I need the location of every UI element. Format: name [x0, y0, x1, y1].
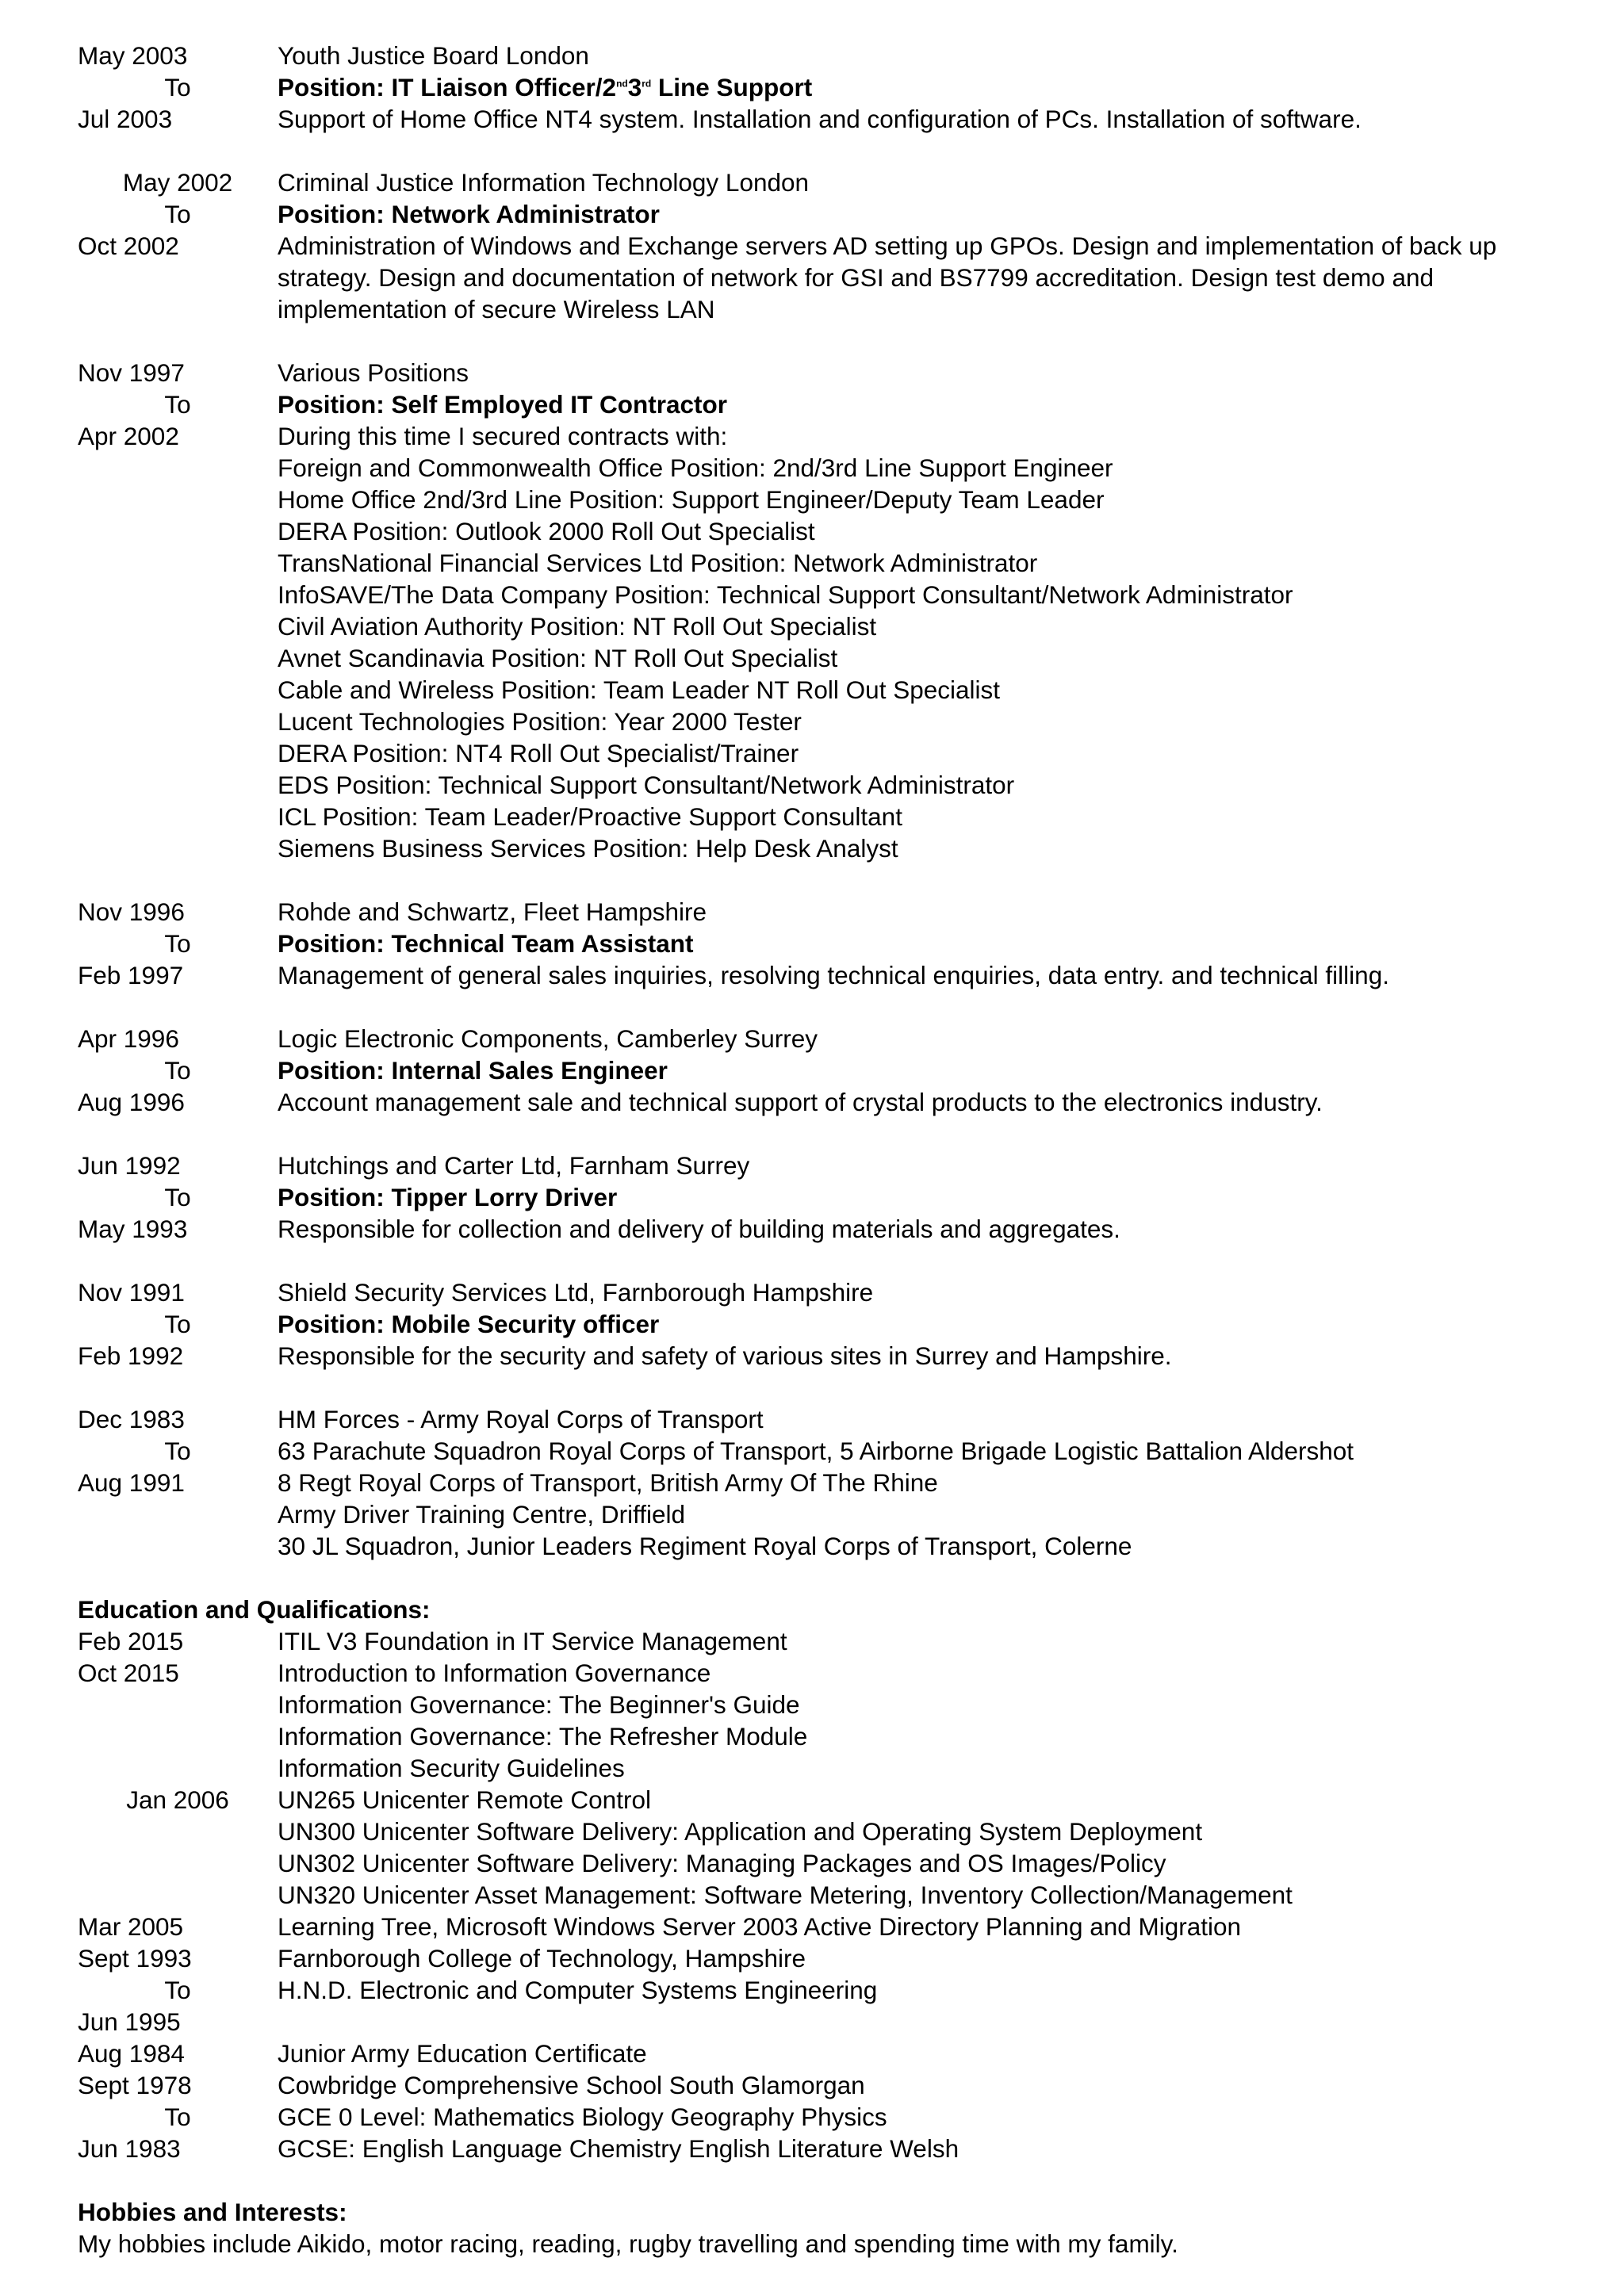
edu-date — [78, 1689, 278, 1720]
edu-item: ITIL V3 Foundation in IT Service Management — [278, 1627, 787, 1655]
position-title: Position: IT Liaison Officer/2nd3rd Line Support — [278, 73, 813, 101]
cv-page — [78, 40, 1576, 2260]
edu-item: Junior Army Education Certificate — [278, 2039, 647, 2068]
date-to-label: To — [164, 200, 191, 228]
date-from: Jun 1992 — [78, 1151, 181, 1180]
job-entry — [78, 1150, 1576, 1245]
date-to-label: To — [164, 1056, 191, 1085]
contract-item: EDS Position: Technical Support Consultant/Network Administrator — [278, 771, 1015, 799]
position-title: Position: Network Administrator — [278, 200, 660, 228]
contract-item: Lucent Technologies Position: Year 2000 Tester — [278, 707, 802, 736]
edu-date: Aug 1984 — [78, 2039, 185, 2068]
date-to-label: To — [164, 1437, 191, 1465]
edu-item — [278, 2006, 1576, 2038]
contract-item: DERA Position: Outlook 2000 Roll Out Specialist — [278, 517, 815, 545]
unit-item: 30 JL Squadron, Junior Leaders Regiment Royal Corps of Transport, Colerne — [278, 1532, 1132, 1560]
edu-date: Jan 2006 — [126, 1785, 229, 1814]
date-to: Apr 2002 — [78, 422, 179, 450]
edu-date: Feb 2015 — [78, 1627, 184, 1655]
employer: Hutchings and Carter Ltd, Farnham Surrey — [278, 1151, 750, 1180]
date-from: Nov 1991 — [78, 1278, 185, 1307]
contract-item: Home Office 2nd/3rd Line Position: Support Engineer/Deputy Team Leader — [278, 485, 1105, 514]
employer: Logic Electronic Components, Camberley Surrey — [278, 1024, 818, 1053]
edu-item: Introduction to Information Governance — [278, 1659, 711, 1687]
contract-item: Avnet Scandinavia Position: NT Roll Out Specialist — [278, 644, 838, 672]
position-title: Position: Internal Sales Engineer — [278, 1056, 668, 1085]
edu-item: Information Governance: The Beginner's Guide — [278, 1690, 800, 1719]
employer: Shield Security Services Ltd, Farnborough Hampshire — [278, 1278, 874, 1307]
job-entry — [78, 1403, 1576, 1562]
position-title: Position: Self Employed IT Contractor — [278, 390, 728, 419]
edu-item: UN300 Unicenter Software Delivery: Application and Operating System Deployment — [278, 1817, 1203, 1846]
edu-date: Oct 2015 — [78, 1659, 179, 1687]
edu-date: Sept 1978 — [78, 2071, 192, 2099]
contract-item: Cable and Wireless Position: Team Leader NT Roll Out Specialist — [278, 675, 1001, 704]
edu-item: UN302 Unicenter Software Delivery: Managing Packages and OS Images/Policy — [278, 1849, 1166, 1877]
date-from: Dec 1983 — [78, 1405, 185, 1433]
job-description: Responsible for the security and safety of various sites in Surrey and Hampshire. — [278, 1341, 1172, 1370]
contract-item: Siemens Business Services Position: Help Desk Analyst — [278, 834, 898, 863]
date-to: May 1993 — [78, 1215, 188, 1243]
unit-item: Army Driver Training Centre, Driffield — [278, 1500, 686, 1529]
edu-date: To — [164, 1976, 191, 2004]
job-entry — [78, 40, 1576, 135]
edu-date — [78, 1720, 278, 1752]
date-to: Feb 1992 — [78, 1341, 184, 1370]
edu-item: H.N.D. Electronic and Computer Systems Engineering — [278, 1976, 878, 2004]
contract-item: InfoSAVE/The Data Company Position: Technical Support Consultant/Network Administrator — [278, 580, 1293, 609]
date-to-label: To — [164, 390, 191, 419]
edu-item: Cowbridge Comprehensive School South Glamorgan — [278, 2071, 865, 2099]
unit-item: 63 Parachute Squadron Royal Corps of Transport, 5 Airborne Brigade Logistic Battalion Aldershot — [278, 1437, 1354, 1465]
job-entry — [78, 166, 1576, 325]
job-entry — [78, 357, 1576, 864]
position-title: Position: Tipper Lorry Driver — [278, 1183, 618, 1211]
employer: HM Forces - Army Royal Corps of Transport — [278, 1405, 764, 1433]
hobbies-heading: Hobbies and Interests: — [78, 2198, 347, 2226]
edu-item: Farnborough College of Technology, Hampshire — [278, 1944, 806, 1973]
edu-item: Information Security Guidelines — [278, 1754, 625, 1782]
employer: Criminal Justice Information Technology London — [278, 168, 810, 197]
edu-item: UN320 Unicenter Asset Management: Software Metering, Inventory Collection/Management — [278, 1881, 1293, 1909]
edu-date: To — [164, 2103, 191, 2131]
unit-item: 8 Regt Royal Corps of Transport, British Army Of The Rhine — [278, 1468, 938, 1497]
employer: Rohde and Schwartz, Fleet Hampshire — [278, 897, 707, 926]
date-from: Nov 1996 — [78, 897, 185, 926]
hobbies-text: My hobbies include Aikido, motor racing, reading, rugby travelling and spending time with my family. — [78, 2229, 1178, 2258]
edu-item: Information Governance: The Refresher Module — [278, 1722, 808, 1751]
edu-date: Jun 1995 — [78, 2007, 181, 2036]
date-to: Aug 1996 — [78, 1088, 185, 1116]
job-entry — [78, 1276, 1576, 1372]
date-from: May 2003 — [78, 41, 188, 70]
education-section — [78, 1594, 1576, 2164]
contract-item: TransNational Financial Services Ltd Position: Network Administrator — [278, 549, 1038, 577]
edu-date — [78, 1816, 278, 1847]
edu-date: Sept 1993 — [78, 1944, 192, 1973]
job-description: Administration of Windows and Exchange servers AD setting up GPOs. Design and implementation of back up strategy. Design and documentation of network for GSI and BS7799 accreditation. Design test demo and implementation of secure Wireless LAN — [278, 232, 1497, 323]
contract-item: ICL Position: Team Leader/Proactive Support Consultant — [278, 802, 902, 831]
edu-item: UN265 Unicenter Remote Control — [278, 1785, 651, 1814]
contract-item: Foreign and Commonwealth Office Position: 2nd/3rd Line Support Engineer — [278, 453, 1113, 482]
edu-date: Mar 2005 — [78, 1912, 184, 1941]
job-entry — [78, 896, 1576, 991]
date-to: Oct 2002 — [78, 232, 179, 260]
edu-date — [78, 1879, 278, 1911]
job-description: Support of Home Office NT4 system. Installation and configuration of PCs. Installation of software. — [278, 105, 1362, 133]
date-from: Nov 1997 — [78, 358, 185, 387]
contract-item: Civil Aviation Authority Position: NT Roll Out Specialist — [278, 612, 877, 641]
date-to: Jul 2003 — [78, 105, 173, 133]
edu-item: GCSE: English Language Chemistry English Literature Welsh — [278, 2134, 959, 2163]
job-description: Account management sale and technical support of crystal products to the electronics industry. — [278, 1088, 1323, 1116]
date-from: Apr 1996 — [78, 1024, 179, 1053]
position-title: Position: Mobile Security officer — [278, 1310, 660, 1338]
date-to: Aug 1991 — [78, 1468, 185, 1497]
job-description: Responsible for collection and delivery of building materials and aggregates. — [278, 1215, 1120, 1243]
contract-item: DERA Position: NT4 Roll Out Specialist/Trainer — [278, 739, 799, 767]
contracts-intro: During this time I secured contracts with: — [278, 422, 728, 450]
edu-date — [78, 1847, 278, 1879]
job-entry — [78, 1023, 1576, 1118]
employer: Various Positions — [278, 358, 469, 387]
edu-date: Jun 1983 — [78, 2134, 181, 2163]
edu-date — [78, 1752, 278, 1784]
date-to-label: To — [164, 1183, 191, 1211]
hobbies-section — [78, 2196, 1576, 2260]
date-to-label: To — [164, 929, 191, 958]
position-title: Position: Technical Team Assistant — [278, 929, 694, 958]
job-description: Management of general sales inquiries, resolving technical enquiries, data entry. and technical filling. — [278, 961, 1389, 989]
edu-item: Learning Tree, Microsoft Windows Server 2003 Active Directory Planning and Migration — [278, 1912, 1242, 1941]
employer: Youth Justice Board London — [278, 41, 589, 70]
education-heading: Education and Qualifications: — [78, 1595, 431, 1624]
edu-item: GCE 0 Level: Mathematics Biology Geography Physics — [278, 2103, 887, 2131]
date-to-label: To — [164, 1310, 191, 1338]
date-to-label: To — [164, 73, 191, 101]
date-from: May 2002 — [122, 168, 233, 197]
date-to: Feb 1997 — [78, 961, 184, 989]
